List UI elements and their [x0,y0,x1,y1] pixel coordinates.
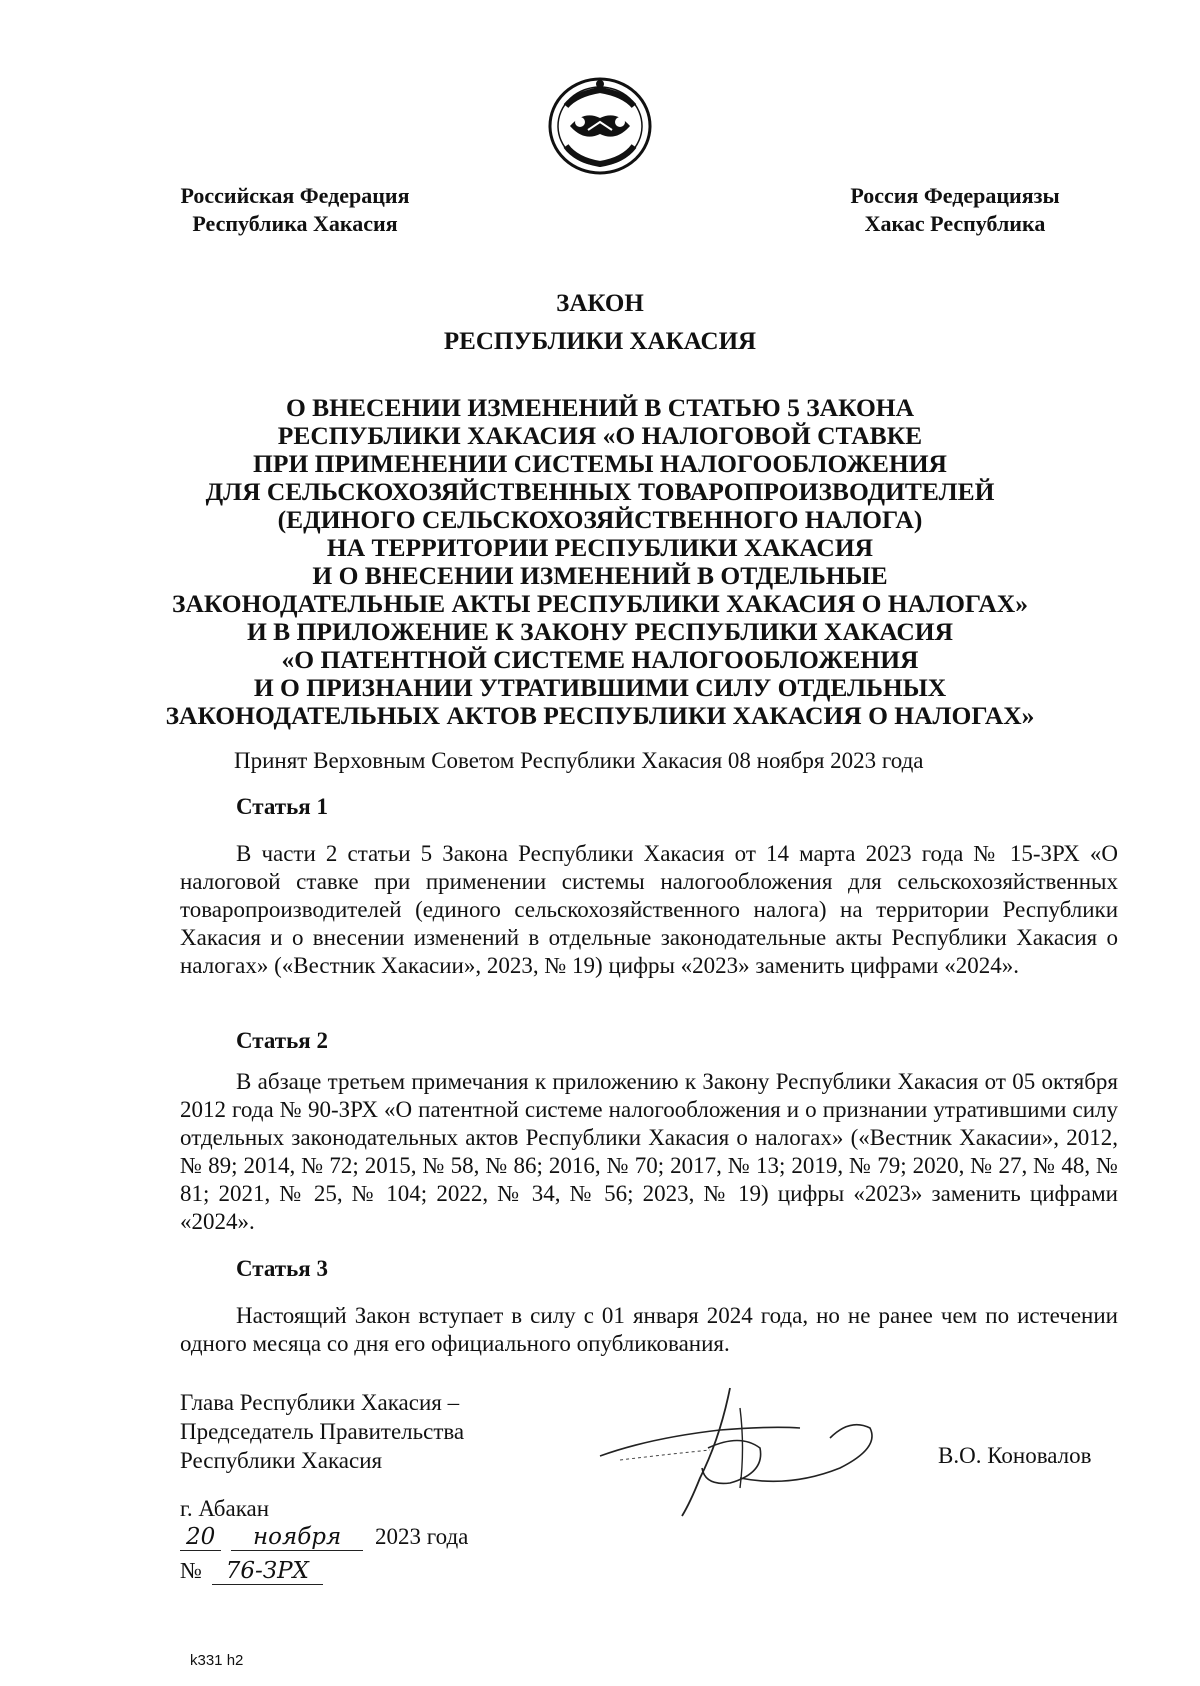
doc-title-law: ЗАКОН [556,290,644,317]
heading-line: НА ТЕРРИТОРИИ РЕСПУБЛИКИ ХАКАСИЯ [326,533,874,562]
signatory-line1: Глава Республики Хакасия – [180,1390,460,1415]
header-left [160,182,430,238]
article-2-text: В абзаце третьем примечания к приложению к Закону Республики Хакасия от 05 октября 2012 года № 90-ЗРХ «О патентной системе налогообложения и о признании утратившими силу отдельных законодательных актов Республики Хакасия о налогах» («Вестник Хакасии», 2012, № 89; 2014, № 72; 2015, № 58, № 86; 2016, № 70; 2017, № 13; 2019, № 79; 2020, № 27, № 48, № 81; 2021, № 25, № 104; 2022, № 34, № 56; 2023, № 19) цифры «2023» заменить цифрами «2024». [180,1069,1118,1234]
signatory-line3: Республики Хакасия [180,1448,383,1473]
heading-line: И В ПРИЛОЖЕНИЕ К ЗАКОНУ РЕСПУБЛИКИ ХАКАСИЯ [246,617,954,646]
signatory-line2: Председатель Правительства [180,1419,465,1444]
header-left-line2: Республика Хакасия [192,211,398,236]
article-1-text: В части 2 статьи 5 Закона Республики Хакасия от 14 марта 2023 года № 15-ЗРХ «О налоговой ставке при применении системы налогообложения для сельскохозяйственных товаропроизводителей (единого сельскохозяйственного налога) на территории Республики Хакасия и о внесении изменений в отдельные законодательные акты Республики Хакасия о налогах» («Вестник Хакасии», 2023, № 19) цифры «2023» заменить цифрами «2024». [180,841,1118,978]
law-number [180,1558,323,1585]
article-1-heading: Статья 1 [236,794,328,819]
heading-line: ПРИ ПРИМЕНЕНИИ СИСТЕМЫ НАЛОГООБЛОЖЕНИЯ [253,449,947,478]
heading-line: «О ПАТЕНТНОЙ СИСТЕМЕ НАЛОГООБЛОЖЕНИЯ [281,645,919,674]
heading-line: О ВНЕСЕНИИ ИЗМЕНЕНИЙ В СТАТЬЮ 5 ЗАКОНА [285,393,915,422]
date-year: 2023 года [375,1524,469,1549]
document-code: k331 h2 [190,1652,244,1669]
handwritten-month: ноября [231,1524,363,1551]
header-right-line2: Хакас Республика [864,211,1046,236]
signatory-name: В.О. Коновалов [938,1443,1092,1468]
header-right-line1: Россия Федерациязы [850,183,1060,208]
heading-line: (ЕДИНОГО СЕЛЬСКОХОЗЯЙСТВЕННОГО НАЛОГА) [277,505,923,534]
doc-title-republic: РЕСПУБЛИКИ ХАКАСИЯ [443,328,757,355]
heading-line: ДЛЯ СЕЛЬСКОХОЗЯЙСТВЕННЫХ ТОВАРОПРОИЗВОДИТЕЛЕЙ [205,477,995,506]
heading-line: И О ВНЕСЕНИИ ИЗМЕНЕНИЙ В ОТДЕЛЬНЫЕ [312,561,888,590]
signing-date [180,1524,468,1551]
article-3-text: Настоящий Закон вступает в силу с 01 января 2024 года, но не ранее чем по истечении одного месяца со дня его официального опубликования. [180,1303,1118,1356]
coat-of-arms-emblem [546,76,654,176]
handwritten-signature [590,1378,920,1518]
heading-line: ЗАКОНОДАТЕЛЬНЫЕ АКТЫ РЕСПУБЛИКИ ХАКАСИЯ О НАЛОГАХ» [172,589,1028,618]
signatory-title [180,1388,464,1475]
place-city: г. Абакан [180,1496,270,1521]
article-2-heading: Статья 2 [236,1028,328,1053]
header-right [820,182,1090,238]
heading-line: И О ПРИЗНАНИИ УТРАТИВШИМИ СИЛУ ОТДЕЛЬНЫХ [253,673,947,702]
heading-line: РЕСПУБЛИКИ ХАКАСИЯ «О НАЛОГОВОЙ СТАВКЕ [277,421,923,450]
adoption-note: Принят Верховным Советом Республики Хакасия 08 ноября 2023 года [234,748,924,773]
handwritten-day: 20 [180,1524,221,1551]
heading-line: ЗАКОНОДАТЕЛЬНЫХ АКТОВ РЕСПУБЛИКИ ХАКАСИЯ О НАЛОГАХ» [165,701,1035,730]
handwritten-number: 76-ЗРХ [212,1558,323,1585]
article-3-heading: Статья 3 [236,1256,328,1281]
number-prefix: № [180,1558,202,1583]
law-heading [150,394,1050,730]
header-left-line1: Российская Федерация [180,183,410,208]
